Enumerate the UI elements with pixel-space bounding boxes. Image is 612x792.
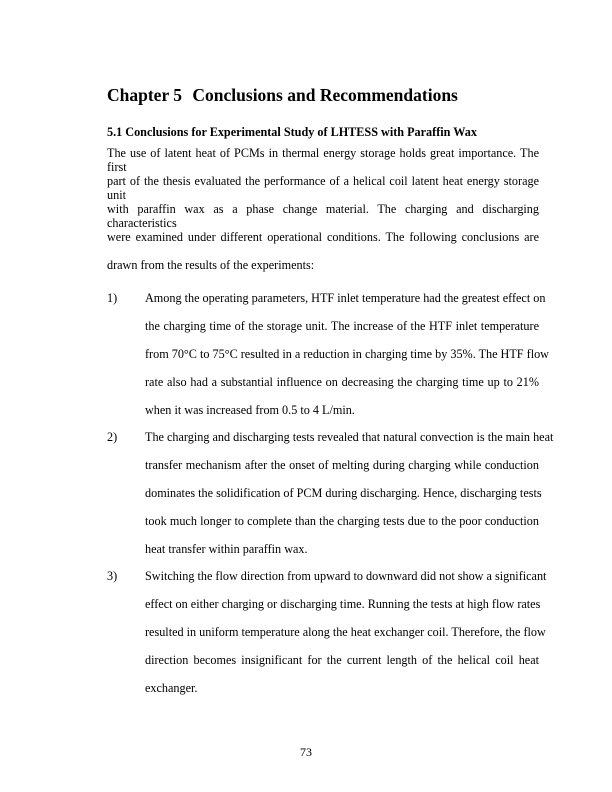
- paragraph-line: part of the thesis evaluated the performance of a helical coil latent heat energy storage unit: [107, 174, 539, 202]
- item-line: effect on either charging or discharging time. Running the tests at high flow rates: [145, 597, 541, 611]
- page-number: 73: [300, 745, 312, 759]
- item-number: 2): [107, 430, 118, 444]
- item-line: when it was increased from 0.5 to 4 L/min.: [145, 403, 355, 417]
- item-line: resulted in uniform temperature along the heat exchanger coil. Therefore, the flow: [145, 625, 546, 639]
- item-line: Among the operating parameters, HTF inlet temperature had the greatest effect on: [145, 291, 546, 305]
- paragraph-line: The use of latent heat of PCMs in thermal energy storage holds great importance. The first: [107, 146, 539, 174]
- item-number: 1): [107, 291, 118, 305]
- item-line: Switching the flow direction from upward to downward did not show a significant: [145, 569, 547, 583]
- item-line: transfer mechanism after the onset of melting during charging while conduction: [145, 458, 539, 472]
- item-line: The charging and discharging tests revealed that natural convection is the main heat: [145, 430, 554, 444]
- chapter-title: [107, 85, 458, 106]
- item-line: the charging time of the storage unit. The increase of the HTF inlet temperature: [145, 319, 539, 333]
- paragraph-line: were examined under different operational conditions. The following conclusions are: [107, 230, 539, 244]
- item-number: 3): [107, 569, 118, 583]
- item-line: direction becomes insignificant for the current length of the helical coil heat: [145, 653, 539, 667]
- item-line: heat transfer within paraffin wax.: [145, 542, 308, 556]
- item-line: exchanger.: [145, 681, 198, 695]
- paragraph-line: with paraffin wax as a phase change material. The charging and discharging characteristics: [107, 202, 539, 230]
- chapter-name: Conclusions and Recommendations: [192, 85, 458, 105]
- paragraph-line: drawn from the results of the experiments:: [107, 258, 315, 272]
- item-line: rate also had a substantial influence on decreasing the charging time up to 21%: [145, 375, 539, 389]
- item-line: from 70°C to 75°C resulted in a reduction in charging time by 35%. The HTF flow: [145, 347, 549, 361]
- item-line: dominates the solidification of PCM during discharging. Hence, discharging tests: [145, 486, 542, 500]
- chapter-label: Chapter 5: [107, 85, 183, 105]
- item-line: took much longer to complete than the charging tests due to the poor conduction: [145, 514, 539, 528]
- section-heading: 5.1 Conclusions for Experimental Study of LHTESS with Paraffin Wax: [107, 125, 477, 139]
